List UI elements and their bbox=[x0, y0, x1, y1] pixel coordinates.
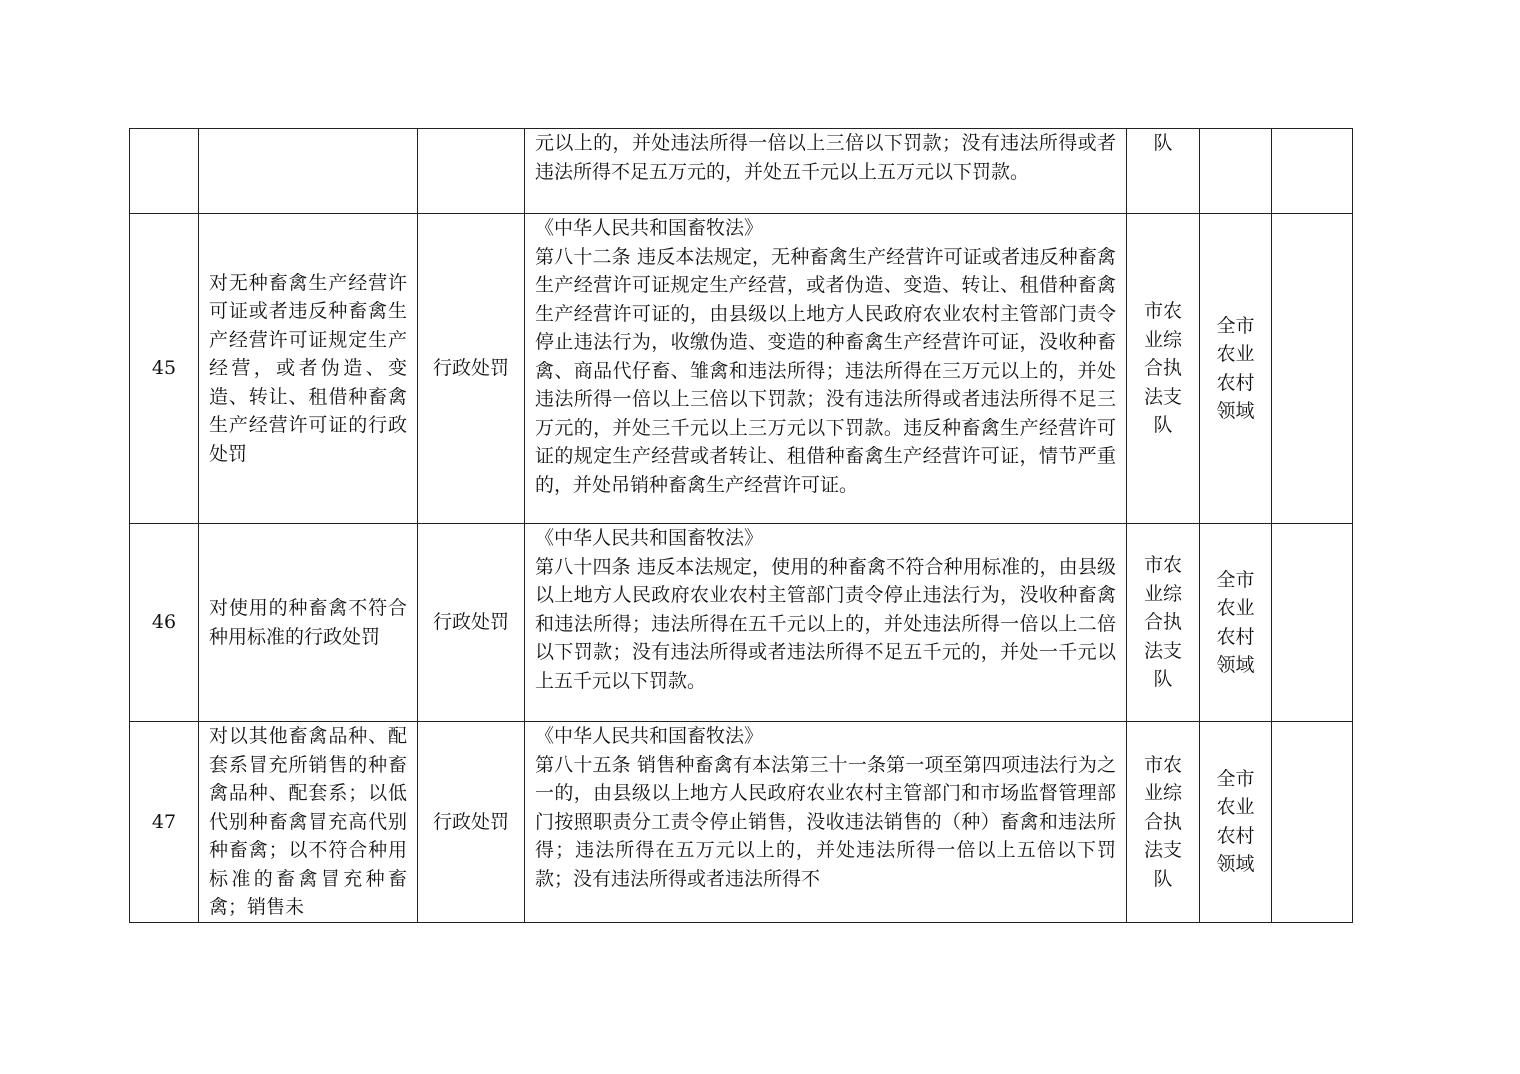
scope: 全市农业农村领域 bbox=[1200, 722, 1272, 923]
table-row bbox=[130, 722, 1353, 923]
note bbox=[1272, 524, 1353, 722]
law-title: 《中华人民共和国畜牧法》 bbox=[535, 527, 764, 549]
note bbox=[1272, 129, 1353, 214]
penalty-type: 行政处罚 bbox=[418, 214, 525, 524]
law-title: 《中华人民共和国畜牧法》 bbox=[535, 725, 764, 747]
row-number bbox=[130, 129, 199, 214]
penalty-type bbox=[418, 129, 525, 214]
penalty-type: 行政处罚 bbox=[418, 722, 525, 923]
row-number: 46 bbox=[130, 524, 199, 722]
enforcement-dept: 市农业综合执法支队 bbox=[1127, 214, 1200, 524]
penalty-item-name: 对使用的种畜禽不符合种用标准的行政处罚 bbox=[199, 524, 418, 722]
table-row bbox=[130, 524, 1353, 722]
legal-basis bbox=[525, 129, 1127, 214]
note bbox=[1272, 722, 1353, 923]
enforcement-dept: 市农业综合执法支队 bbox=[1127, 722, 1200, 923]
legal-basis bbox=[525, 524, 1127, 722]
row-number: 45 bbox=[130, 214, 199, 524]
table-row bbox=[130, 129, 1353, 214]
scope bbox=[1200, 129, 1272, 214]
scope: 全市农业农村领域 bbox=[1200, 524, 1272, 722]
legal-basis bbox=[525, 214, 1127, 524]
law-title: 《中华人民共和国畜牧法》 bbox=[535, 217, 764, 239]
legal-basis-text: 第八十五条 销售种畜禽有本法第三十一条第一项至第四项违法行为之一的，由县级以上地方人民政府农业农村主管部门和市场监督管理部门按照职责分工责令停止销售，没收违法销售的（种）畜禽和违法所得；违法所得在五万元以上的，并处违法所得一倍以上五倍以下罚款；没有违法所得或者违法所得不 bbox=[535, 753, 1116, 890]
row-number: 47 bbox=[130, 722, 199, 923]
penalty-item-name bbox=[199, 129, 418, 214]
table-row bbox=[130, 214, 1353, 524]
legal-basis-text: 元以上的，并处违法所得一倍以上三倍以下罚款；没有违法所得或者违法所得不足五万元的，并处五千元以上五万元以下罚款。 bbox=[535, 132, 1116, 183]
legal-basis-text: 第八十四条 违反本法规定，使用的种畜禽不符合种用标准的，由县级以上地方人民政府农业农村主管部门责令停止违法行为，没收种畜禽和违法所得；违法所得在五千元以上的，并处违法所得一倍以上二倍以下罚款；没有违法所得或者违法所得不足五千元的，并处一千元以上五千元以下罚款。 bbox=[535, 555, 1116, 692]
penalty-table bbox=[129, 128, 1353, 923]
scope: 全市农业农村领域 bbox=[1200, 214, 1272, 524]
penalty-item-name: 对无种畜禽生产经营许可证或者违反种畜禽生产经营许可证规定生产经营，或者伪造、变造、转让、租借种畜禽生产经营许可证的行政处罚 bbox=[199, 214, 418, 524]
penalty-item-name: 对以其他畜禽品种、配套系冒充所销售的种畜禽品种、配套系；以低代别种畜禽冒充高代别种畜禽；以不符合种用标准的畜禽冒充种畜禽；销售未 bbox=[199, 722, 418, 923]
note bbox=[1272, 214, 1353, 524]
legal-basis bbox=[525, 722, 1127, 923]
penalty-type: 行政处罚 bbox=[418, 524, 525, 722]
legal-basis-text: 第八十二条 违反本法规定，无种畜禽生产经营许可证或者违反种畜禽生产经营许可证规定生产经营，或者伪造、变造、转让、租借种畜禽生产经营许可证的，由县级以上地方人民政府农业农村主管部门责令停止违法行为，收缴伪造、变造的种畜禽生产经营许可证，没收种畜禽、商品代仔畜、雏禽和违法所得；违法所得在三万元以上的，并处违法所得一倍以上三倍以下罚款；没有违法所得或者违法所得不足三万元的，并处三千元以上三万元以下罚款。违反种畜禽生产经营许可证的规定生产经营或者转让、租借种畜禽生产经营许可证，情节严重的，并处吊销种畜禽生产经营许可证。 bbox=[535, 245, 1116, 496]
enforcement-dept: 队 bbox=[1127, 129, 1200, 214]
enforcement-dept: 市农业综合执法支队 bbox=[1127, 524, 1200, 722]
